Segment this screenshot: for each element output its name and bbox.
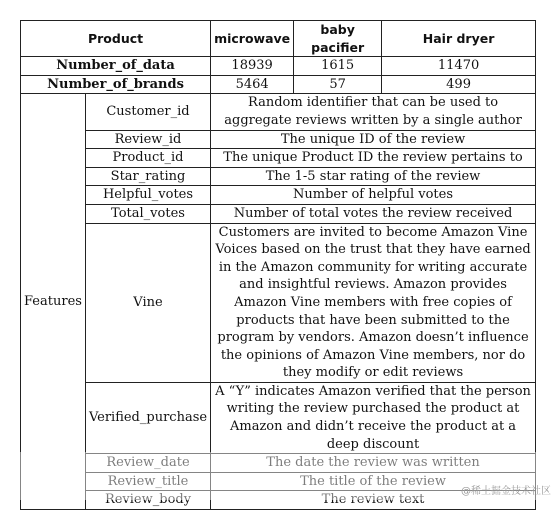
- number-of-data-row: [21, 57, 536, 76]
- feature-desc: The title of the review: [211, 472, 536, 491]
- feature-row: [21, 167, 536, 186]
- feature-desc: Number of helpful votes: [211, 186, 536, 205]
- feature-name: Vine: [85, 223, 210, 382]
- brand-count-hair-dryer: 499: [382, 75, 536, 94]
- number-of-data-label: Number_of_data: [21, 57, 211, 76]
- product-hair-dryer: Hair dryer: [382, 21, 536, 57]
- feature-name: Review_date: [85, 454, 210, 473]
- feature-desc: The unique ID of the review: [211, 130, 536, 149]
- features-table: [20, 20, 536, 510]
- feature-row: [21, 204, 536, 223]
- brand-count-microwave: 5464: [211, 75, 294, 94]
- feature-row: [21, 223, 536, 382]
- data-count-microwave: 18939: [211, 57, 294, 76]
- feature-row: [21, 382, 536, 453]
- feature-desc: The review text: [211, 491, 536, 510]
- product-header: Product: [21, 21, 211, 57]
- feature-row: [21, 130, 536, 149]
- feature-name: Total_votes: [85, 204, 210, 223]
- feature-name: Star_rating: [85, 167, 210, 186]
- data-count-hair-dryer: 11470: [382, 57, 536, 76]
- feature-name: Customer_id: [85, 94, 210, 130]
- product-microwave: microwave: [211, 21, 294, 57]
- feature-desc: A “Y” indicates Amazon verified that the person writing the review purchased the product at Amazon and didn’t receive the product at a deep discount: [211, 382, 536, 453]
- feature-name: Verified_purchase: [85, 382, 210, 453]
- feature-row: [21, 186, 536, 205]
- brand-count-baby-pacifier: 57: [294, 75, 382, 94]
- feature-desc: The unique Product ID the review pertains to: [211, 149, 536, 168]
- feature-desc: Random identifier that can be used to aggregate reviews written by a single author: [211, 94, 536, 130]
- features-label: Features: [21, 94, 86, 510]
- data-count-baby-pacifier: 1615: [294, 57, 382, 76]
- header-row: [21, 21, 536, 57]
- feature-desc: Customers are invited to become Amazon Vine Voices based on the trust that they have earned in the Amazon community for writing accurate and insightful reviews. Amazon provides Amazon Vine members with free copies of products that have been submitted to the program by vendors. Amazon doesn’t influence the opinions of Amazon Vine members, nor do they modify or edit reviews: [211, 223, 536, 382]
- feature-row: [21, 94, 536, 130]
- number-of-brands-row: [21, 75, 536, 94]
- feature-desc: The date the review was written: [211, 454, 536, 473]
- product-baby-pacifier: baby pacifier: [294, 21, 382, 57]
- feature-desc: Number of total votes the review received: [211, 204, 536, 223]
- feature-name: Product_id: [85, 149, 210, 168]
- feature-name: Helpful_votes: [85, 186, 210, 205]
- feature-name: Review_id: [85, 130, 210, 149]
- feature-row: [21, 149, 536, 168]
- feature-name: Review_body: [85, 491, 210, 510]
- number-of-brands-label: Number_of_brands: [21, 75, 211, 94]
- watermark: @稀土掘金技术社区: [461, 486, 551, 497]
- feature-name: Review_title: [85, 472, 210, 491]
- feature-desc: The 1-5 star rating of the review: [211, 167, 536, 186]
